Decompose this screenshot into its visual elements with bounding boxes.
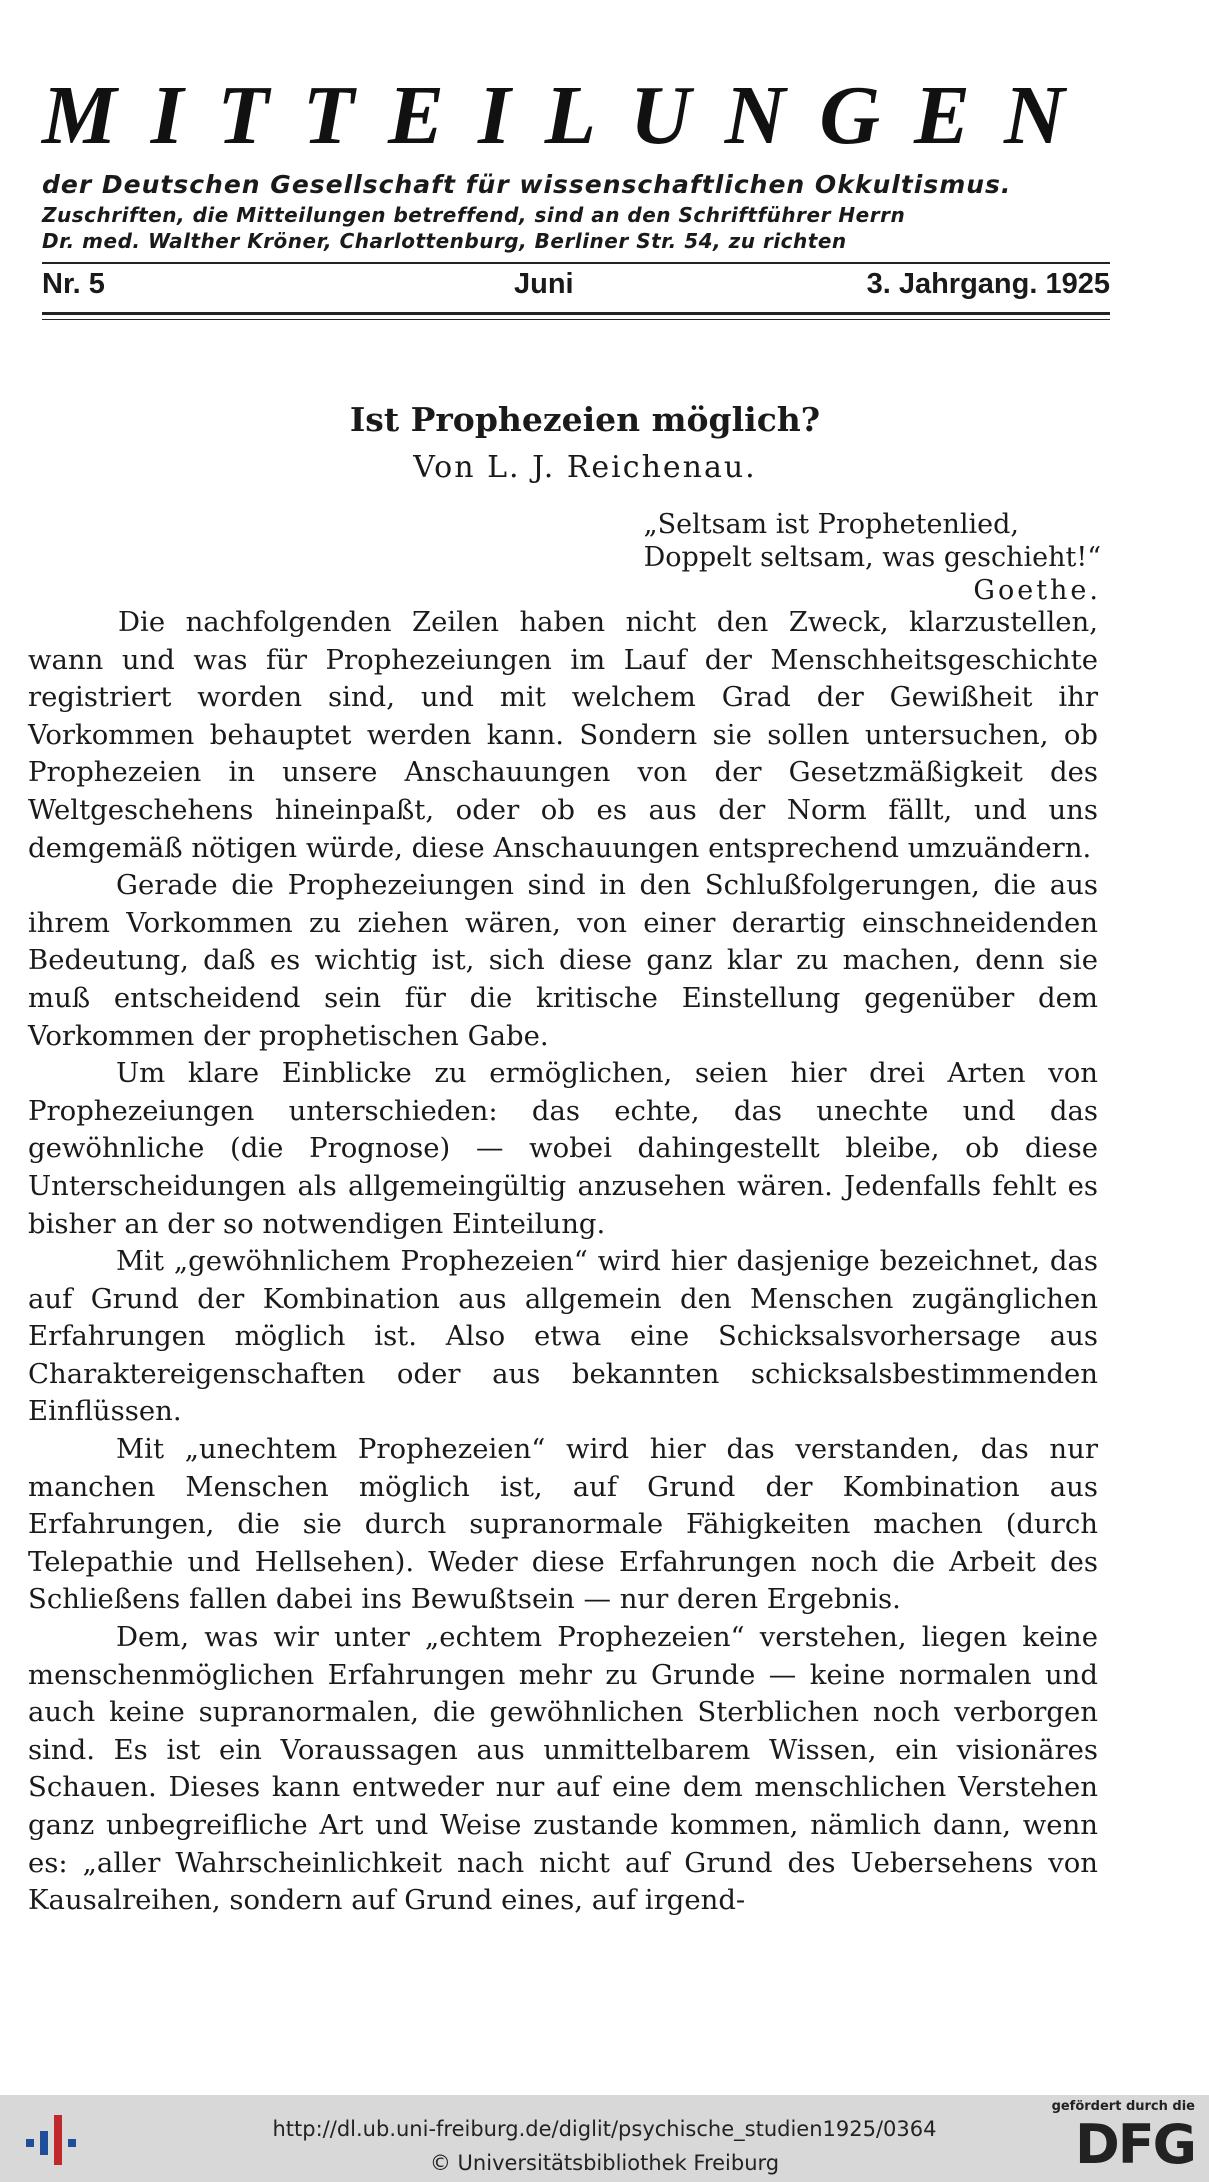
source-url-link[interactable]: http://dl.ub.uni-freiburg.de/diglit/psychische_studien1925/0364 xyxy=(272,2117,937,2141)
issue-line xyxy=(42,268,1110,308)
paragraph: Die nachfolgenden Zeilen haben nicht den Zweck, klarzustellen, wann und was für Prophezeiungen im Lauf der Menschheitsgeschichte registriert worden sind, und mit welchem Grad der Gewißheit ihr Vorkommen behauptet werden kann. Sondern sie sollen untersuchen, ob Prophezeien in unsere Anschauungen von der Gesetzmäßigkeit des Weltgeschehens hineinpaßt, oder ob es aus der Norm fällt, und uns demgemäß nötigen würde, diese Anschauungen entsprechend umzuändern. xyxy=(28,606,1098,864)
address-line-2: Dr. med. Walther Kröner, Charlottenburg, Berliner Str. 54, zu richten xyxy=(42,229,847,253)
paragraph: Gerade die Prophezeiungen sind in den Schlußfolgerungen, die aus ihrem Vorkommen zu ziehen wären, von einer derartig einschneidenden Bedeutung, daß es wichtig ist, sich diese ganz klar zu machen, denn sie muß entscheidend sein für die kritische Einstellung gegenüber dem Vorkommen der prophetischen Gabe. xyxy=(28,869,1098,1052)
copyright-notice: © Universitätsbibliothek Freiburg xyxy=(429,2151,780,2175)
funder-label: gefördert durch die xyxy=(1051,2099,1195,2114)
paragraph: Um klare Einblicke zu ermöglichen, seien hier drei Arten von Prophezeiungen unterschieden: das echte, das unechte und das gewöhnliche (die Prognose) — wobei dahingestellt bleibe, ob diese Unterscheidungen als allgemeingültig anzusehen wären. Jedenfalls fehlt es bisher an der so notwendigen Einteilung. xyxy=(28,1057,1098,1240)
journal-title: MITTEILUNGEN xyxy=(42,69,1099,162)
masthead xyxy=(42,68,1112,254)
epigraph-author: Goethe. xyxy=(973,575,1101,606)
masthead-rule-top xyxy=(42,262,1110,264)
article-byline: Von L. J. Reichenau. xyxy=(413,450,757,485)
article-body xyxy=(28,604,1098,1920)
masthead-rule-thick xyxy=(42,312,1110,315)
dfg-logo: DFG xyxy=(1074,2113,1195,2176)
journal-subtitle: der Deutschen Gesellschaft für wissenschaftlichen Okkultismus. xyxy=(42,170,1012,199)
issue-year: 3. Jahrgang. 1925 xyxy=(866,268,1110,300)
issue-number: Nr. 5 xyxy=(42,268,105,300)
paragraph: Dem, was wir unter „echtem Prophezeien“ verstehen, liegen keine menschenmöglichen Erfahrungen mehr zu Grunde — keine normalen und auch keine supranormalen, die gewöhnlichen Sterblichen noch verborgen sind. Es ist ein Voraussagen aus unmittelbarem Wissen, ein visionäres Schauen. Dieses kann entweder nur auf eine dem menschlichen Verstehen ganz unbegreifliche Art und Weise zustande kommen, nämlich dann, wenn es: „aller Wahrscheinlichkeit nach nicht auf Grund des Uebersehens von Kausalreihen, sondern auf Grund eines, auf irgend- xyxy=(28,1621,1098,1917)
article-title: Ist Prophezeien möglich? xyxy=(349,400,821,439)
footer-band xyxy=(0,2095,1209,2182)
paragraph: Mit „unechtem Prophezeien“ wird hier das verstanden, das nur manchen Menschen möglich ist, auf Grund der Kombination aus Erfahrungen, die sie durch supranormale Fähigkeiten machen (durch Telepathie und Hellsehen). Weder diese Erfahrungen noch die Arbeit des Schließens fallen dabei ins Bewußtsein — nur deren Ergebnis. xyxy=(28,1433,1098,1616)
masthead-rule-thin xyxy=(42,319,1110,320)
address-line-1: Zuschriften, die Mitteilungen betreffend, sind an den Schriftführer Herrn xyxy=(42,203,906,227)
epigraph-line-1: „Seltsam ist Prophetenlied, xyxy=(643,509,1019,540)
epigraph xyxy=(644,508,1101,607)
issue-month: Juni xyxy=(514,268,574,300)
epigraph-line-2: Doppelt seltsam, was geschieht!“ xyxy=(643,542,1101,573)
paragraph: Mit „gewöhnlichem Prophezeien“ wird hier dasjenige bezeichnet, das auf Grund der Kombination aus allgemein den Menschen zugänglichen Erfahrungen möglich ist. Also etwa eine Schicksalsvorhersage aus Charaktereigenschaften oder aus bekannten schicksalsbestimmenden Einflüssen. xyxy=(28,1245,1098,1428)
